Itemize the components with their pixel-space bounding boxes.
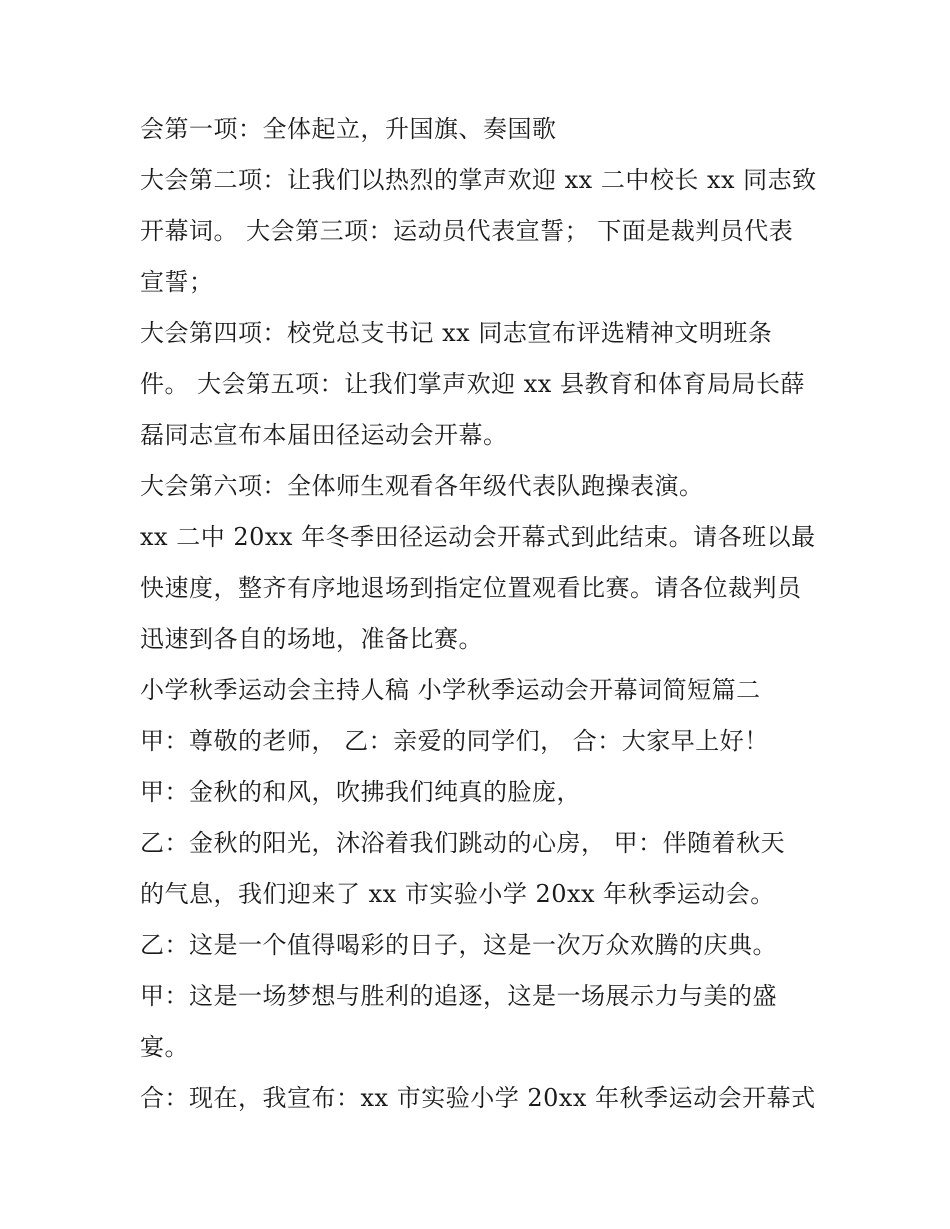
text-line: 宴。 [140, 1033, 189, 1061]
text-line: 件。 大会第五项：让我们掌声欢迎 xx 县教育和体育局局长薛 [140, 370, 805, 398]
text-line: 迅速到各自的场地，准备比赛。 [140, 625, 483, 653]
text-line: 大会第六项：全体师生观看各年级代表队跑操表演。 [140, 472, 704, 500]
text-line: 大会第四项：校党总支书记 xx 同志宣布评选精神文明班条 [140, 319, 773, 347]
text-line: 的气息，我们迎来了 xx 市实验小学 20xx 年秋季运动会。 [140, 880, 775, 908]
text-line: 合：现在，我宣布：xx 市实验小学 20xx 年秋季运动会开幕式 [140, 1084, 816, 1112]
text-line: 宣誓； [140, 268, 214, 296]
text-line: 会第一项：全体起立，升国旗、奏国歌 [140, 115, 557, 143]
text-line: xx 二中 20xx 年冬季田径运动会开幕式到此结束。请各班以最 [140, 523, 816, 551]
text-line: 甲：这是一场梦想与胜利的追逐，这是一场展示力与美的盛 [140, 982, 777, 1010]
text-line: 小学秋季运动会主持人稿 小学秋季运动会开幕词简短篇二 [140, 676, 761, 704]
document-body [140, 104, 820, 1124]
text-line: 开幕词。 大会第三项：运动员代表宣誓； 下面是裁判员代表 [140, 217, 794, 245]
text-line: 甲：金秋的和风，吹拂我们纯真的脸庞， [140, 778, 581, 806]
text-line: 大会第二项：让我们以热烈的掌声欢迎 xx 二中校长 xx 同志致 [140, 166, 817, 194]
text-line: 乙：金秋的阳光，沐浴着我们跳动的心房， 甲：伴随着秋天 [140, 829, 786, 857]
text-line: 快速度，整齐有序地退场到指定位置观看比赛。请各位裁判员 [140, 574, 802, 602]
text-line: 乙：这是一个值得喝彩的日子，这是一次万众欢腾的庆典。 [140, 931, 777, 959]
text-line: 磊同志宣布本届田径运动会开幕。 [140, 421, 508, 449]
text-line: 甲：尊敬的老师， 乙：亲爱的同学们， 合：大家早上好！ [140, 727, 769, 755]
